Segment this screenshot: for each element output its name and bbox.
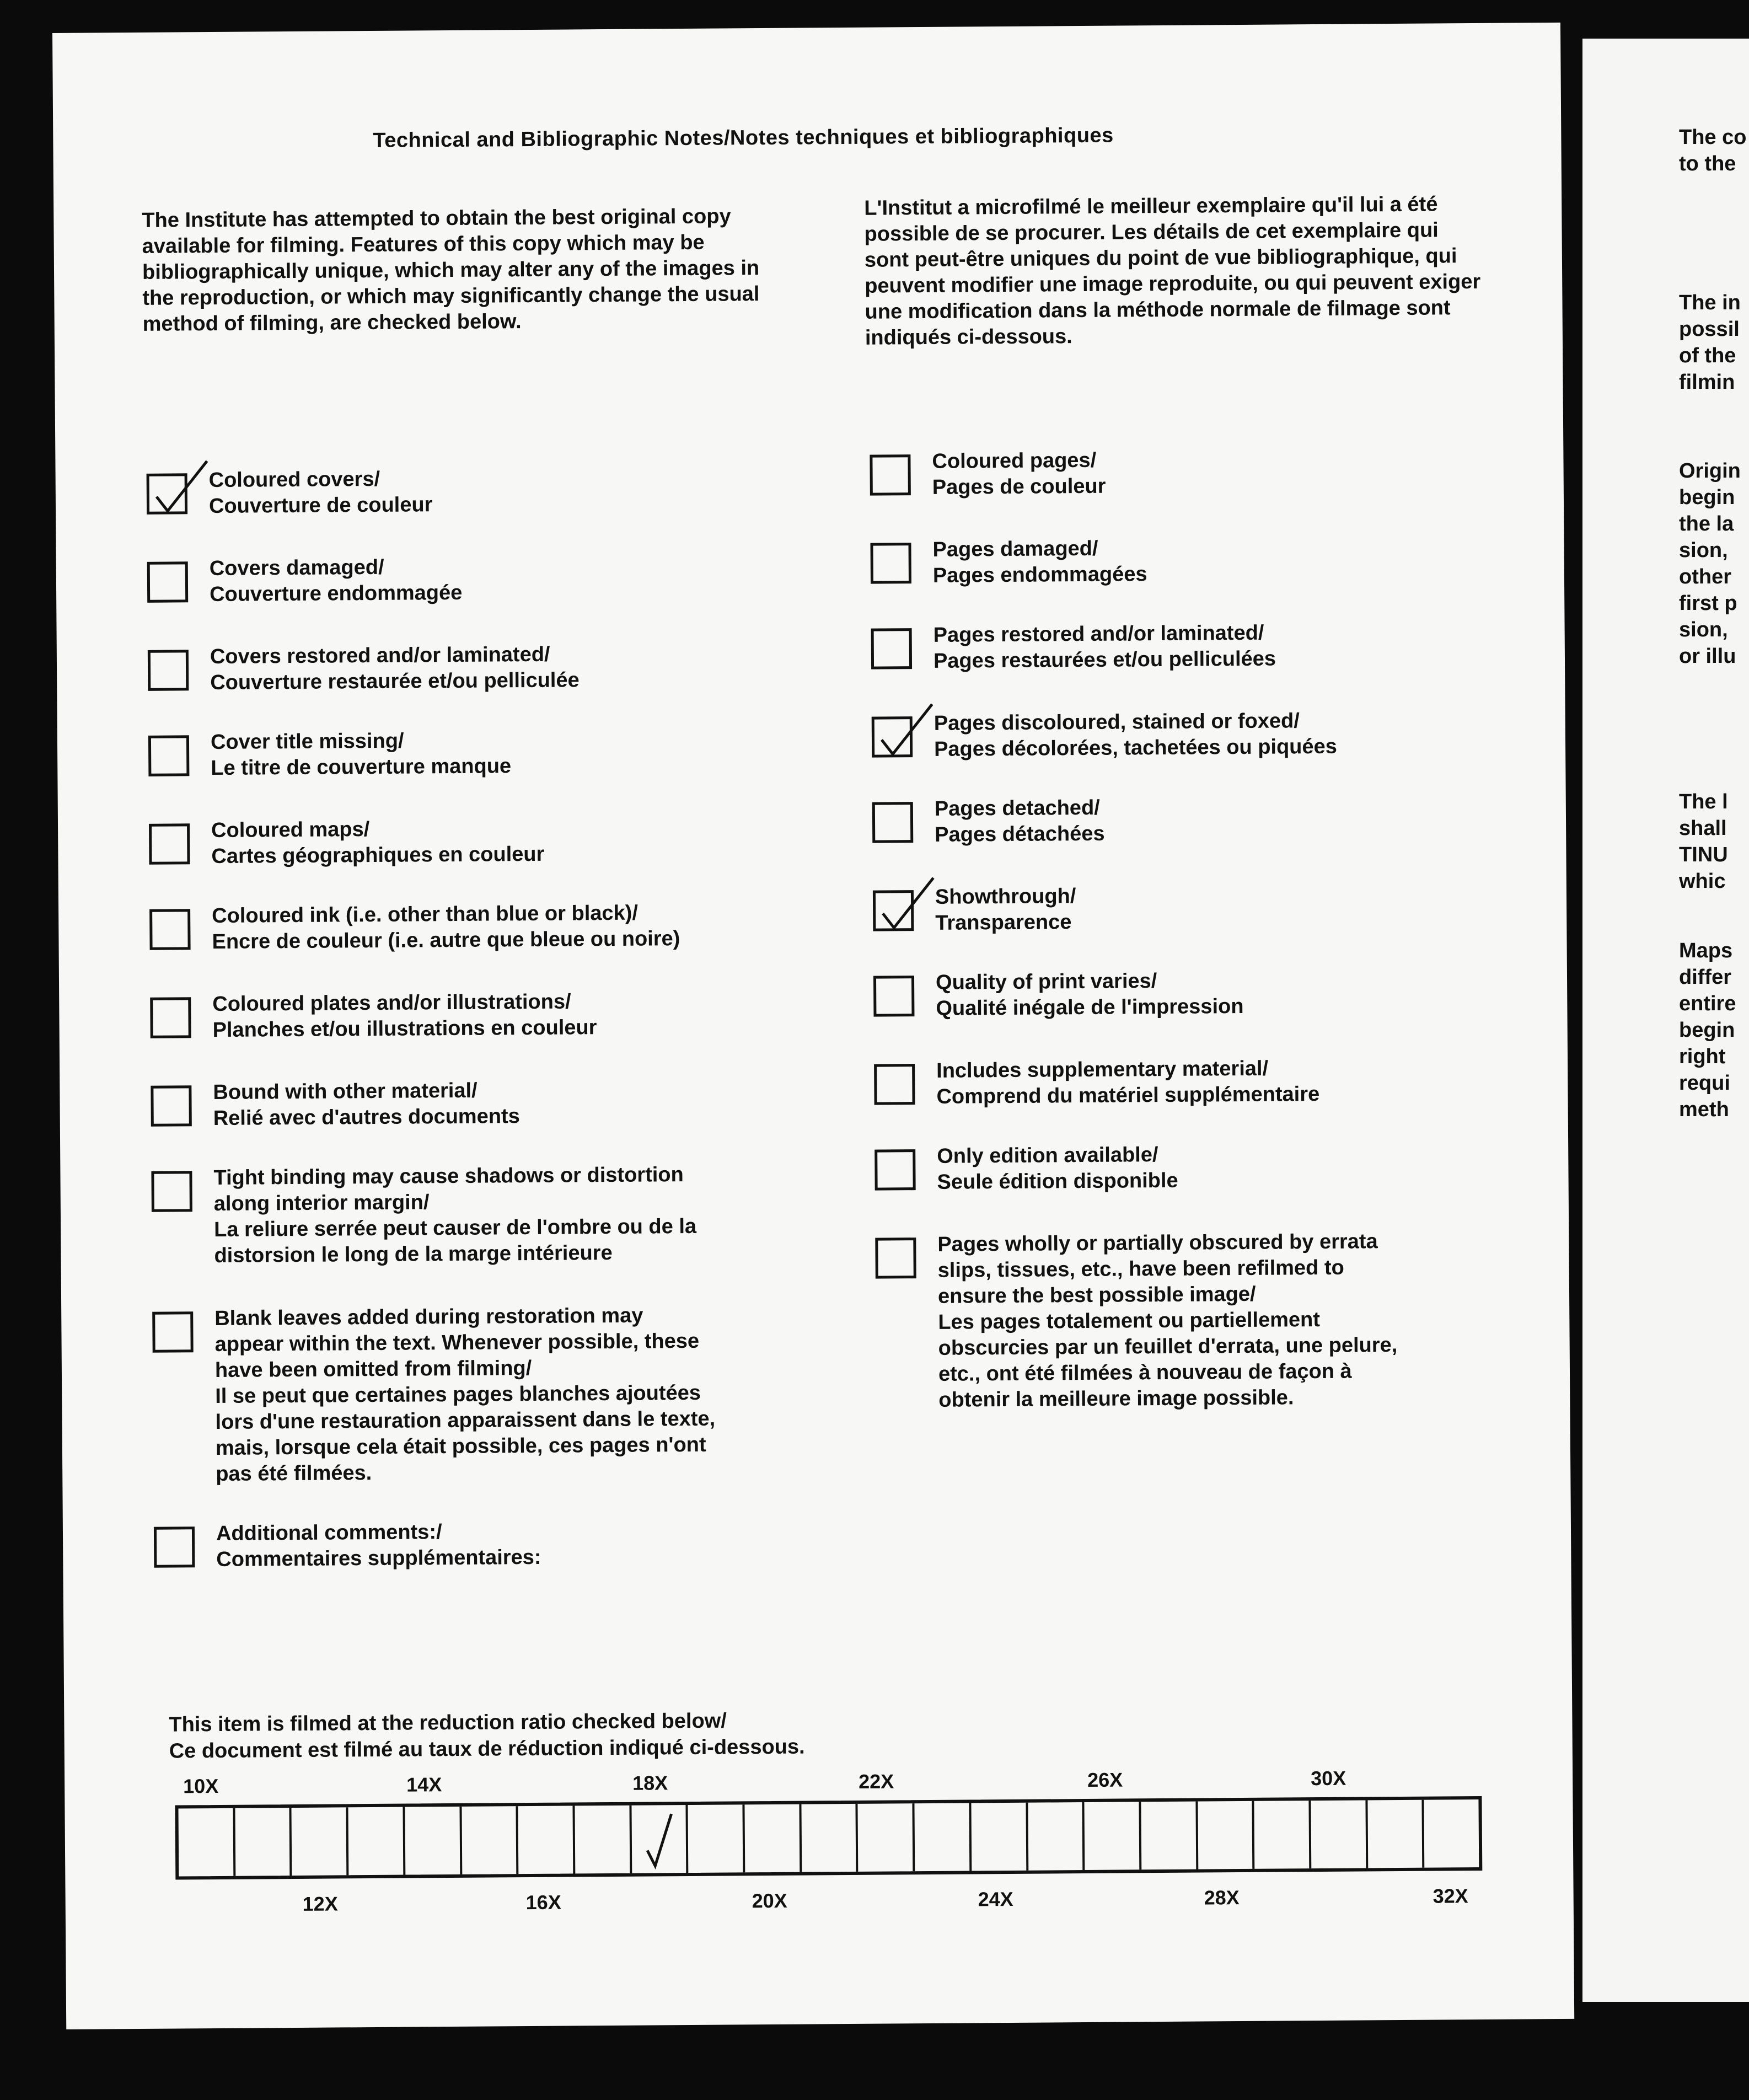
right-checklist-item	[873, 966, 1535, 1020]
checkbox-label: Quality of print varies/ Qualité inégale de l'impression	[935, 969, 1244, 1020]
checkbox[interactable]	[873, 976, 915, 1017]
checkbox-label: Showthrough/ Transparence	[935, 885, 1076, 935]
ratio-label-bottom: 20X	[752, 1889, 787, 1913]
adjacent-page-text: The in possil of the filmin	[1679, 291, 1741, 394]
reduction-ratio-grid	[175, 1796, 1482, 1880]
intro-french: L'Institut a microfilmé le meilleur exemplaire qu'il lui a été possible de se procurer. Les détails de cet exemplaire qui sont peut-être uniques du point de vue bibliographique, qui peuvent modifier une image reproduite, ou qui peuvent exiger une modification dans la méthode normale de filmage sont indiqués ci-dessous.	[864, 192, 1481, 350]
checkmark-icon	[871, 700, 938, 761]
ratio-label-top: 30X	[1311, 1766, 1346, 1790]
right-checklist-item	[871, 618, 1533, 673]
ratio-cell[interactable]	[915, 1803, 972, 1871]
right-checklist-item	[873, 880, 1535, 935]
right-checklist-item	[872, 706, 1533, 761]
left-checklist-item	[152, 1301, 814, 1486]
ratio-cell[interactable]	[744, 1804, 802, 1873]
checkbox[interactable]	[149, 909, 191, 950]
ratio-cell[interactable]	[462, 1806, 519, 1874]
ratio-cell[interactable]	[1311, 1800, 1368, 1868]
notes-page	[52, 23, 1574, 2029]
ratio-label-bottom: 24X	[978, 1887, 1013, 1911]
checkbox-label: Bound with other material/ Relié avec d'autres documents	[213, 1079, 520, 1131]
intro-english: The Institute has attempted to obtain the best original copy available for filming. Features of this copy which may be bibliographically unique, which may alter any of the images in the reproduction, or which may significantly change the usual method of filming, are checked below.	[142, 205, 760, 336]
checkbox[interactable]	[875, 1238, 916, 1279]
checkbox-label: Covers restored and/or laminated/ Couverture restaurée et/ou pelliculée	[210, 642, 580, 695]
checkbox-label: Coloured covers/ Couverture de couleur	[208, 467, 433, 518]
ratio-cell[interactable]	[292, 1807, 349, 1876]
ratio-label-bottom: 32X	[1433, 1884, 1468, 1908]
checkbox[interactable]	[150, 997, 191, 1038]
checkbox-label: Coloured ink (i.e. other than blue or black)/ Encre de couleur (i.e. autre que bleue ou noire)	[212, 901, 680, 954]
left-checklist-item	[154, 1517, 816, 1571]
checkbox-label: Pages restored and/or laminated/ Pages restaurées et/ou pelliculées	[933, 621, 1276, 673]
adjacent-page-text: Origin begin the la sion, other first p sion, or illu	[1679, 459, 1741, 668]
left-checklist-item	[148, 640, 809, 695]
ratio-label-bottom: 28X	[1204, 1886, 1240, 1909]
checkbox[interactable]	[871, 628, 913, 669]
ratio-cell[interactable]	[1424, 1799, 1479, 1868]
checkbox[interactable]	[147, 561, 189, 603]
checkbox-label: Coloured plates and/or illustrations/ Planches et/ou illustrations en couleur	[212, 990, 597, 1042]
right-checklist-item	[875, 1228, 1537, 1412]
right-checklist-item	[870, 533, 1532, 587]
checkbox-label: Additional comments:/ Commentaires supplémentaires:	[216, 1520, 541, 1571]
checkmark-icon	[642, 1810, 676, 1871]
reduction-intro	[169, 1706, 996, 1764]
checkbox[interactable]	[870, 454, 911, 496]
checkbox-label: Pages wholly or partially obscured by errata slips, tissues, etc., have been refilmed to ensure the best possible image/ Les pages totalement ou partiellement obscurcies par un feuillet d'errata, une pelure, etc., ont été filmées à nouveau de façon à obtenir la meilleure image possible.	[937, 1230, 1398, 1412]
ratio-cell[interactable]	[235, 1808, 292, 1876]
ratio-cell[interactable]	[1085, 1802, 1142, 1870]
checkbox-label: Blank leaves added during restoration may appear within the text. Whenever possible, these have been omitted from filming/ Il se peut que certaines pages blanches ajoutées lors d'une restauration apparaissent dans le texte, mais, lorsque cela était possible, ces pages n'ont pas été filmées.	[214, 1304, 716, 1486]
ratio-cell[interactable]	[631, 1805, 689, 1873]
right-checklist-item	[870, 444, 1531, 499]
reduction-intro-fr: Ce document est filmé au taux de réduction indiqué ci-dessous.	[169, 1735, 805, 1763]
checkbox[interactable]	[873, 890, 914, 931]
left-checklist-item	[147, 463, 808, 518]
adjacent-page-text: The co to the	[1679, 126, 1747, 175]
checkbox[interactable]	[874, 1149, 916, 1191]
checkbox-label: Coloured maps/ Cartes géographiques en couleur	[211, 818, 545, 869]
checkbox-label: Cover title missing/ Le titre de couverture manque	[210, 729, 512, 780]
checkbox[interactable]	[148, 735, 190, 776]
ratio-label-top: 14X	[406, 1773, 442, 1796]
checkbox-label: Only edition available/ Seule édition disponible	[937, 1143, 1178, 1194]
ratio-cell[interactable]	[1028, 1802, 1085, 1871]
left-checklist-item	[150, 987, 812, 1042]
ratio-label-bottom: 16X	[525, 1890, 561, 1914]
ratio-cell[interactable]	[518, 1806, 576, 1874]
checkbox[interactable]	[152, 1311, 194, 1353]
right-checklist-item	[872, 792, 1534, 847]
ratio-cell[interactable]	[688, 1804, 745, 1873]
checkbox-label: Pages detached/ Pages détachées	[934, 796, 1105, 847]
checkbox-label: Includes supplementary material/ Comprend du matériel supplémentaire	[936, 1057, 1320, 1108]
ratio-cell[interactable]	[178, 1808, 235, 1877]
checkmark-icon	[873, 874, 940, 935]
checkbox-label: Covers damaged/ Couverture endommagée	[209, 555, 463, 607]
checkbox-label: Coloured pages/ Pages de couleur	[932, 448, 1106, 499]
left-checklist-item	[149, 813, 811, 869]
adjacent-page-text: The l shall TINU whic	[1679, 790, 1728, 893]
checkbox[interactable]	[151, 1171, 192, 1212]
left-checklist-item	[148, 725, 810, 780]
ratio-cell[interactable]	[971, 1803, 1028, 1871]
ratio-label-top: 26X	[1087, 1768, 1123, 1791]
checkbox[interactable]	[147, 473, 188, 515]
ratio-cell[interactable]	[801, 1804, 859, 1872]
ratio-cell[interactable]	[1198, 1801, 1255, 1869]
checkbox-label: Pages discoloured, stained or foxed/ Pages décolorées, tachetées ou piquées	[933, 709, 1337, 761]
reduction-intro-en: This item is filmed at the reduction ratio checked below/	[169, 1709, 727, 1737]
ratio-label-top: 22X	[859, 1770, 894, 1793]
left-checklist-item	[151, 1161, 813, 1268]
checkbox[interactable]	[149, 823, 190, 865]
ratio-label-bottom: 12X	[302, 1892, 338, 1915]
checkbox[interactable]	[870, 543, 911, 584]
ratio-cell[interactable]	[575, 1806, 632, 1874]
ratio-cell[interactable]	[405, 1807, 462, 1875]
left-checklist-item	[147, 551, 809, 607]
adjacent-page	[1582, 39, 1749, 2002]
adjacent-page-text: Maps differ entire begin right requi meth	[1679, 939, 1736, 1121]
checkmark-icon	[146, 457, 213, 518]
ratio-cell[interactable]	[858, 1803, 915, 1872]
checkbox[interactable]	[154, 1526, 195, 1568]
page-title: Technical and Bibliographic Notes/Notes techniques et bibliographiques	[373, 124, 1114, 152]
right-checklist-item	[874, 1139, 1536, 1194]
checkbox[interactable]	[151, 1085, 192, 1127]
ratio-cell[interactable]	[1254, 1801, 1312, 1869]
left-checklist-item	[151, 1075, 812, 1131]
ratio-cell[interactable]	[348, 1807, 406, 1876]
ratio-label-top: 10X	[183, 1774, 219, 1798]
checkbox-label: Pages damaged/ Pages endommagées	[932, 537, 1147, 587]
right-checklist-item	[874, 1054, 1536, 1108]
ratio-cell[interactable]	[1141, 1802, 1198, 1870]
checkbox[interactable]	[872, 716, 913, 758]
ratio-cell[interactable]	[1367, 1800, 1425, 1868]
checkbox[interactable]	[872, 802, 914, 843]
checkbox[interactable]	[874, 1064, 915, 1105]
left-checklist-item	[149, 899, 811, 954]
ratio-label-top: 18X	[632, 1771, 668, 1794]
checkbox-label: Tight binding may cause shadows or distortion along interior margin/ La reliure serrée peut causer de l'ombre ou de la distorsion le long de la marge intérieure	[213, 1163, 697, 1268]
checkbox[interactable]	[148, 650, 189, 691]
